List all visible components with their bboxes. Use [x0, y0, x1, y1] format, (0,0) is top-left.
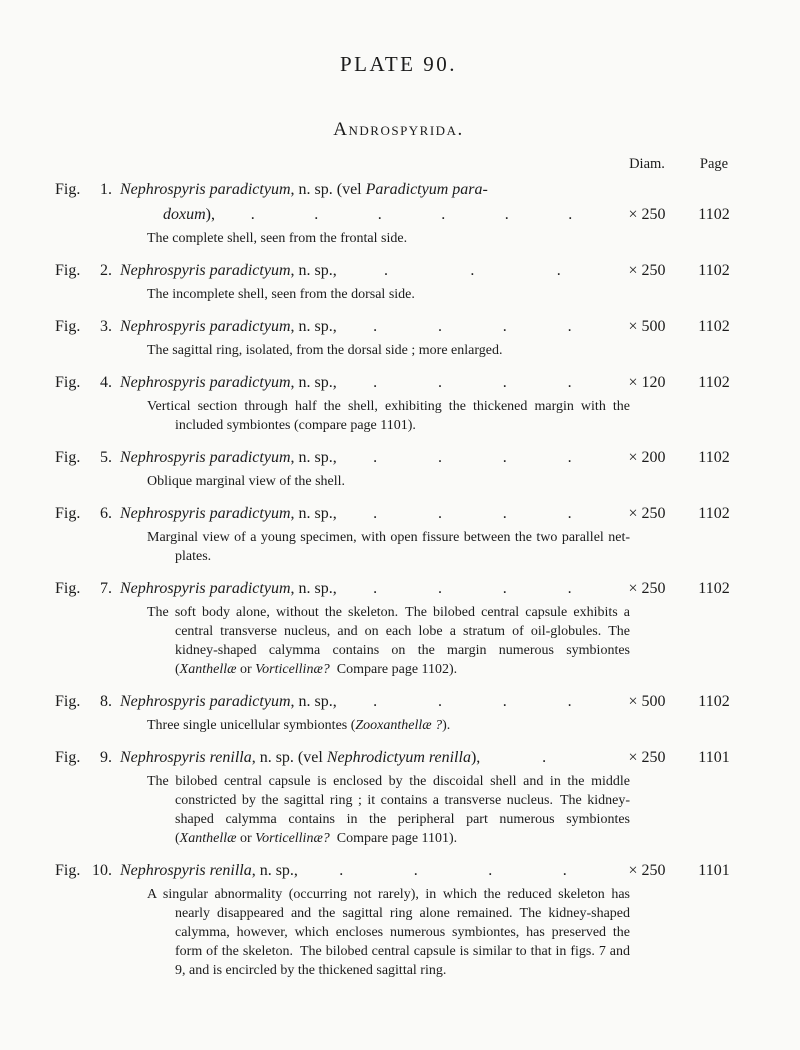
leader-dot: . — [250, 206, 255, 223]
text-run: , n. sp., — [290, 262, 337, 279]
figure-title-block — [120, 745, 608, 770]
species-name: Nephrospyris paradictyum — [120, 449, 291, 466]
species-name: Nephrodictyum renilla — [326, 749, 471, 766]
leader-dot: . — [383, 262, 388, 279]
figure-number: 7. — [100, 580, 112, 597]
figure-entry — [55, 177, 742, 248]
figure-title-block — [120, 370, 608, 395]
leader-dot: . — [568, 206, 573, 223]
figure-label-group — [55, 858, 112, 883]
figure-head-row — [55, 745, 742, 770]
magnification-value: × 250 — [628, 580, 666, 597]
leader-dot: . — [339, 862, 344, 879]
figure-title — [120, 445, 337, 470]
figure-title-line — [120, 745, 608, 770]
magnification-value: × 250 — [628, 862, 666, 879]
leader-dot: . — [542, 749, 547, 766]
leader-dots — [337, 689, 608, 714]
text-run: The soft body alone, without the skeleton. The bilobed central capsule exhibits a central transverse nucleus, and on each lobe a stratum of oil-globules. The kidney-shaped calymma contains on the margin numerous symbiontes ( — [147, 605, 630, 677]
figure-description — [147, 341, 630, 360]
leader-dots — [215, 202, 608, 227]
leader-dot: . — [504, 206, 509, 223]
figure-label-group — [55, 370, 112, 395]
figure-title-line — [120, 314, 608, 339]
text-run: , n. sp., — [290, 580, 337, 597]
page-column-header: Page — [699, 156, 729, 172]
figure-description — [147, 772, 630, 848]
page-reference: 1101 — [698, 862, 730, 879]
figure-number: 5. — [100, 449, 112, 466]
page-title: PLATE 90. — [340, 52, 457, 76]
text-run: or — [236, 662, 256, 677]
columns-header — [55, 156, 742, 173]
page-reference: 1102 — [698, 449, 730, 466]
figure-title — [120, 576, 337, 601]
figure-label-group — [55, 576, 112, 601]
leader-dot: . — [437, 449, 442, 466]
figure-description — [147, 472, 630, 491]
figure-title-line — [120, 370, 608, 395]
leader-dots — [337, 370, 608, 395]
species-name: Nephrospyris renilla — [120, 862, 252, 879]
section-title: Androspyrida. — [333, 119, 464, 140]
figure-title-line — [120, 501, 608, 526]
species-name: Zooxanthellæ ? — [355, 718, 443, 733]
figure-description — [147, 397, 630, 435]
figure-title — [120, 745, 480, 770]
text-run: ), — [470, 749, 481, 766]
text-run: , n. sp., — [290, 374, 337, 391]
figure-label: Fig. — [55, 318, 81, 335]
figure-label-group — [55, 258, 112, 283]
species-name: Nephrospyris paradictyum — [120, 318, 291, 335]
magnification-value: × 500 — [628, 318, 666, 335]
figure-title — [120, 689, 337, 714]
species-name: Nephrospyris renilla — [120, 749, 252, 766]
species-name: Paradictyum para- — [365, 181, 488, 198]
figure-number: 4. — [100, 374, 112, 391]
leader-dot: . — [470, 262, 475, 279]
figure-title-block — [120, 314, 608, 339]
leader-dot: . — [437, 693, 442, 710]
figure-title-line — [120, 858, 608, 883]
leader-dot: . — [373, 449, 378, 466]
figure-title-block — [120, 501, 608, 526]
figure-label-group — [55, 745, 112, 770]
leader-dot: . — [567, 318, 572, 335]
leader-dots — [337, 501, 608, 526]
species-name: Nephrospyris paradictyum — [120, 181, 291, 198]
figure-head-row — [55, 177, 742, 227]
figure-title-block — [120, 177, 608, 227]
figure-number: 6. — [100, 505, 112, 522]
leader-dot: . — [437, 505, 442, 522]
figure-entry — [55, 858, 742, 980]
figure-entry — [55, 370, 742, 435]
leader-dots — [298, 858, 608, 883]
species-name: Nephrospyris paradictyum — [120, 693, 291, 710]
figure-label-group — [55, 501, 112, 526]
figure-head-row — [55, 314, 742, 339]
leader-dot: . — [373, 374, 378, 391]
figure-title-block — [120, 858, 608, 883]
species-name: Xanthellæ — [179, 831, 237, 846]
figure-label: Fig. — [55, 262, 81, 279]
text-run: ), — [205, 206, 215, 223]
text-run: , n. sp., — [290, 318, 337, 335]
figure-description — [147, 716, 630, 735]
leader-dot: . — [373, 580, 378, 597]
figure-title — [163, 202, 215, 227]
magnification-value: × 250 — [628, 749, 666, 766]
figure-head-row — [55, 689, 742, 714]
diam-column-header: Diam. — [629, 156, 665, 172]
leader-dot: . — [441, 206, 446, 223]
text-run: The incomplete shell, seen from the dorsal side. — [147, 287, 415, 302]
figure-description — [147, 528, 630, 566]
text-run: Marginal view of a young specimen, with open fissure between the two parallel net-plates. — [147, 530, 630, 564]
figure-entry — [55, 501, 742, 566]
leader-dot: . — [567, 693, 572, 710]
leader-dot: . — [502, 449, 507, 466]
figure-title — [120, 258, 337, 283]
text-run: , n. sp. (vel — [290, 181, 366, 198]
text-run: , n. sp. (vel — [251, 749, 327, 766]
figure-label: Fig. — [55, 449, 81, 466]
figure-label: Fig. — [55, 580, 81, 597]
page-reference: 1102 — [698, 693, 730, 710]
text-run: , n. sp., — [290, 693, 337, 710]
leader-dot: . — [502, 374, 507, 391]
leader-dot: . — [373, 693, 378, 710]
leader-dot: . — [377, 206, 382, 223]
species-name: Vorticellinæ? — [255, 831, 330, 846]
page-reference: 1101 — [698, 749, 730, 766]
text-run: , n. sp., — [290, 505, 337, 522]
figure-number: 8. — [100, 693, 112, 710]
leader-dot: . — [556, 262, 561, 279]
figure-title — [120, 177, 488, 202]
leader-dot: . — [488, 862, 493, 879]
figure-title-block — [120, 576, 608, 601]
text-run: Oblique marginal view of the shell. — [147, 474, 346, 489]
leader-dot: . — [373, 505, 378, 522]
text-run: ). — [442, 718, 451, 733]
figure-title-block — [120, 258, 608, 283]
figure-entry — [55, 445, 742, 491]
figure-title — [120, 501, 337, 526]
text-run: Compare page 1101). — [329, 831, 458, 846]
figure-description — [147, 603, 630, 679]
figure-description — [147, 229, 630, 248]
leader-dot: . — [567, 449, 572, 466]
leader-dots — [337, 576, 608, 601]
text-run: Three single unicellular symbiontes ( — [147, 718, 356, 733]
figure-description — [147, 885, 630, 980]
leader-dot: . — [437, 580, 442, 597]
species-name: Vorticellinæ? — [255, 662, 330, 677]
figure-head-row — [55, 576, 742, 601]
figure-label: Fig. — [55, 181, 81, 198]
figure-title-line — [120, 202, 608, 227]
text-run: A singular abnormality (occurring not rarely), in which the reduced skeleton has nearly disappeared and the sagittal ring alone remained. The kidney-shaped calymma, however, which encloses numerous symbiontes, has preserved the form of the skeleton. The bilobed central capsule is similar to that in figs. 7 and 9, and is encircled by the thickened sagittal ring. — [147, 887, 630, 978]
species-name: Nephrospyris paradictyum — [120, 580, 291, 597]
leader-dot: . — [373, 318, 378, 335]
leader-dot: . — [567, 505, 572, 522]
figure-entry — [55, 745, 742, 848]
figure-entry — [55, 576, 742, 679]
page-reference: 1102 — [698, 374, 730, 391]
leader-dot: . — [502, 318, 507, 335]
magnification-value: × 500 — [628, 693, 666, 710]
leader-dot: . — [437, 318, 442, 335]
leader-dot: . — [437, 374, 442, 391]
leader-dots — [337, 314, 608, 339]
species-name: Nephrospyris paradictyum — [120, 505, 291, 522]
magnification-value: × 250 — [628, 505, 666, 522]
figure-label: Fig. — [55, 374, 81, 391]
figure-list — [55, 177, 742, 980]
page-reference: 1102 — [698, 262, 730, 279]
figure-head-row — [55, 445, 742, 470]
figure-title — [120, 858, 298, 883]
page-reference: 1102 — [698, 206, 730, 223]
leader-dot: . — [502, 580, 507, 597]
text-run: The bilobed central capsule is enclosed by the discoidal shell and in the middle constricted by the sagittal ring ; it contains a transverse nucleus. The kidney-shaped calymma contains in the peripheral part numerous symbiontes ( — [147, 774, 630, 846]
species-name: Nephrospyris paradictyum — [120, 374, 291, 391]
figure-label: Fig. — [55, 505, 81, 522]
figure-number: 1. — [100, 181, 112, 198]
figure-label: Fig. — [55, 749, 81, 766]
figure-title-line — [120, 689, 608, 714]
page-reference: 1102 — [698, 318, 730, 335]
text-run: or — [236, 831, 256, 846]
figure-head-row — [55, 370, 742, 395]
leader-dot: . — [567, 580, 572, 597]
figure-number: 3. — [100, 318, 112, 335]
figure-head-row — [55, 858, 742, 883]
figure-entry — [55, 258, 742, 304]
figure-label-group — [55, 689, 112, 714]
page-reference: 1102 — [698, 580, 730, 597]
text-run: The complete shell, seen from the frontal side. — [147, 231, 408, 246]
leader-dot: . — [502, 505, 507, 522]
magnification-value: × 250 — [628, 206, 666, 223]
leader-dot: . — [502, 693, 507, 710]
text-run: Vertical section through half the shell, exhibiting the thickened margin with the included symbiontes (compare page 1101). — [147, 399, 630, 433]
figure-title-line — [120, 445, 608, 470]
figure-number: 9. — [100, 749, 112, 766]
figure-description — [147, 285, 630, 304]
text-run: Compare page 1102). — [329, 662, 458, 677]
figure-number: 2. — [100, 262, 112, 279]
figure-title-line — [120, 258, 608, 283]
text-run: , n. sp., — [251, 862, 298, 879]
figure-title-block — [120, 445, 608, 470]
leader-dot: . — [567, 374, 572, 391]
text-run: , n. sp., — [290, 449, 337, 466]
species-name: doxum — [163, 206, 206, 223]
figure-title — [120, 370, 337, 395]
figure-head-row — [55, 501, 742, 526]
figure-entry — [55, 689, 742, 735]
figure-label-group — [55, 177, 112, 202]
species-name: Nephrospyris paradictyum — [120, 262, 291, 279]
leader-dots — [480, 745, 608, 770]
figure-title-line — [120, 177, 608, 202]
magnification-value: × 120 — [628, 374, 666, 391]
figure-label-group — [55, 314, 112, 339]
leader-dot: . — [413, 862, 418, 879]
figure-number: 10. — [92, 862, 112, 879]
figure-title-block — [120, 689, 608, 714]
figure-label-group — [55, 445, 112, 470]
figure-label: Fig. — [55, 862, 81, 879]
text-run: The sagittal ring, isolated, from the dorsal side ; more enlarged. — [147, 343, 503, 358]
species-name: Xanthellæ — [179, 662, 237, 677]
page-reference: 1102 — [698, 505, 730, 522]
magnification-value: × 200 — [628, 449, 666, 466]
figure-title-line — [120, 576, 608, 601]
figure-entry — [55, 314, 742, 360]
leader-dot: . — [314, 206, 319, 223]
figure-head-row — [55, 258, 742, 283]
leader-dots — [337, 258, 608, 283]
leader-dots — [337, 445, 608, 470]
figure-label: Fig. — [55, 693, 81, 710]
magnification-value: × 250 — [628, 262, 666, 279]
leader-dot: . — [562, 862, 567, 879]
figure-title — [120, 314, 337, 339]
